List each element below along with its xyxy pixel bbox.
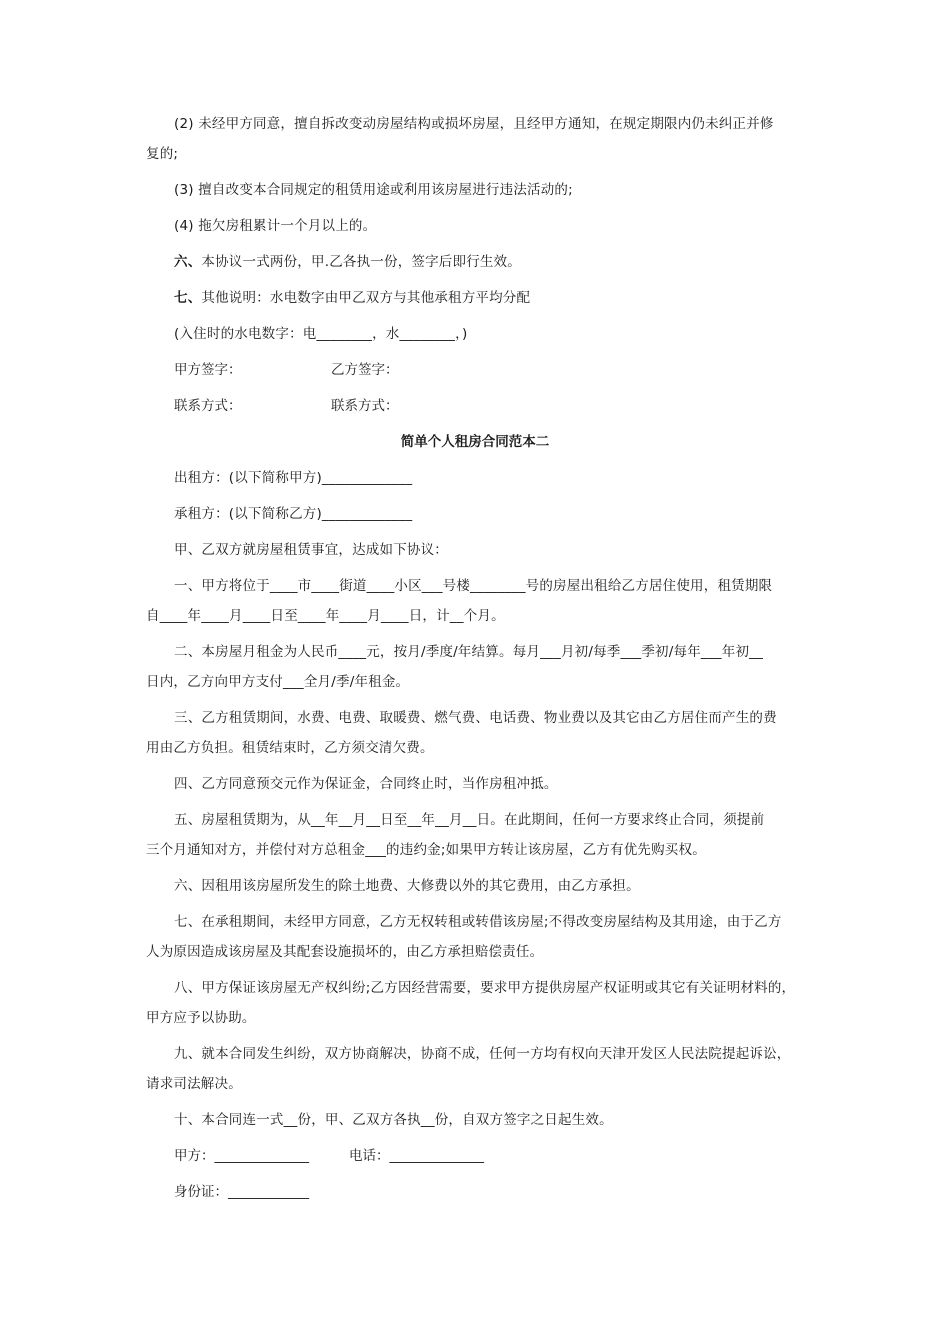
- clause-3-line-1: 三、乙方租赁期间，水费、电费、取暖费、燃气费、电话费、物业费以及其它由乙方居住而产生的费: [174, 710, 777, 726]
- contract-title: 简单个人租房合同范本二: [400, 434, 550, 450]
- clause-6: 六、因租用该房屋所发生的除土地费、大修费以外的其它费用，由乙方承担。: [174, 878, 640, 894]
- clause-six-heading: 六、: [174, 254, 202, 270]
- party-a-signature-label: 甲方签字：: [174, 362, 242, 378]
- clause-seven-text: 其他说明：水电数字由甲乙双方与其他承租方平均分配: [201, 290, 531, 306]
- clause-5-line-2: 三个月通知对方，并偿付对方总租金___的违约金;如果甲方转让该房屋，乙方有优先购买权。: [146, 842, 706, 858]
- clause-4: 四、乙方同意预交元作为保证金，合同终止时，当作房租冲抵。: [174, 776, 558, 792]
- lessor-line: 出租方：(以下简称甲方)_____________: [174, 470, 413, 486]
- clause-1-line-2: 自____年____月____日至____年____月____日，计__个月。: [146, 608, 505, 624]
- clause-item-2-line-1: (2) 未经甲方同意，擅自拆改变动房屋结构或损坏房屋，且经甲方通知，在规定期限内仍未纠正并修: [174, 116, 774, 132]
- clause-9-line-1: 九、就本合同发生纠纷，双方协商解决，协商不成，任何一方均有权向天津开发区人民法院提起诉讼，: [174, 1046, 791, 1062]
- clause-2-line-1: 二、本房屋月租金为人民币____元，按月/季度/年结算。每月___月初/每季___季初/每年___年初__: [174, 644, 764, 660]
- agreement-intro: 甲、乙双方就房屋租赁事宜，达成如下协议：: [174, 542, 448, 558]
- clause-item-4: (4) 拖欠房租累计一个月以上的。: [174, 218, 377, 234]
- lessee-line: 承租方：(以下简称乙方)_____________: [174, 506, 413, 522]
- clause-10: 十、本合同连一式__份，甲、乙双方各执__份，自双方签字之日起生效。: [174, 1112, 613, 1128]
- party-a-contact-label: 联系方式：: [174, 398, 242, 414]
- clause-7-line-1: 七、在承租期间，未经甲方同意，乙方无权转租或转借该房屋;不得改变房屋结构及其用途，由于乙方: [174, 914, 782, 930]
- clause-2-line-2: 日内，乙方向甲方支付___全月/季/年租金。: [146, 674, 410, 690]
- clause-8-line-1: 八、甲方保证该房屋无产权纠纷;乙方因经营需要，要求甲方提供房屋产权证明或其它有关证明材料的，: [174, 980, 796, 996]
- clause-1-line-1: 一、甲方将位于____市____街道____小区___号楼________号的房屋出租给乙方居住使用，租赁期限: [174, 578, 773, 594]
- party-b-contact-label: 联系方式：: [331, 398, 399, 414]
- id-card-line: 身份证：____________: [174, 1184, 309, 1200]
- clause-5-line-1: 五、房屋租赁期为，从__年__月__日至__年__月__日。在此期间，任何一方要求终止合同，须提前: [174, 812, 765, 828]
- clause-six-text: 本协议一式两份，甲.乙各执一份，签字后即行生效。: [201, 254, 521, 270]
- clause-3-line-2: 用由乙方负担。租赁结束时，乙方须交清欠费。: [146, 740, 434, 756]
- clause-six: [174, 253, 521, 271]
- clause-item-2-line-2: 复的;: [146, 146, 179, 162]
- clause-7-line-2: 人为原因造成该房屋及其配套设施损坏的，由乙方承担赔偿责任。: [146, 944, 544, 960]
- phone-line: 电话：______________: [349, 1148, 484, 1164]
- utility-readings: (入住时的水电数字：电________，水________，): [174, 326, 468, 342]
- clause-seven-heading: 七、: [174, 290, 202, 306]
- clause-9-line-2: 请求司法解决。: [146, 1076, 242, 1092]
- party-b-signature-label: 乙方签字：: [331, 362, 399, 378]
- clause-seven: [174, 289, 530, 307]
- clause-8-line-2: 甲方应予以协助。: [146, 1010, 256, 1026]
- party-a-line: 甲方：______________: [174, 1148, 309, 1164]
- clause-item-3: (3) 擅自改变本合同规定的租赁用途或利用该房屋进行违法活动的;: [174, 182, 573, 198]
